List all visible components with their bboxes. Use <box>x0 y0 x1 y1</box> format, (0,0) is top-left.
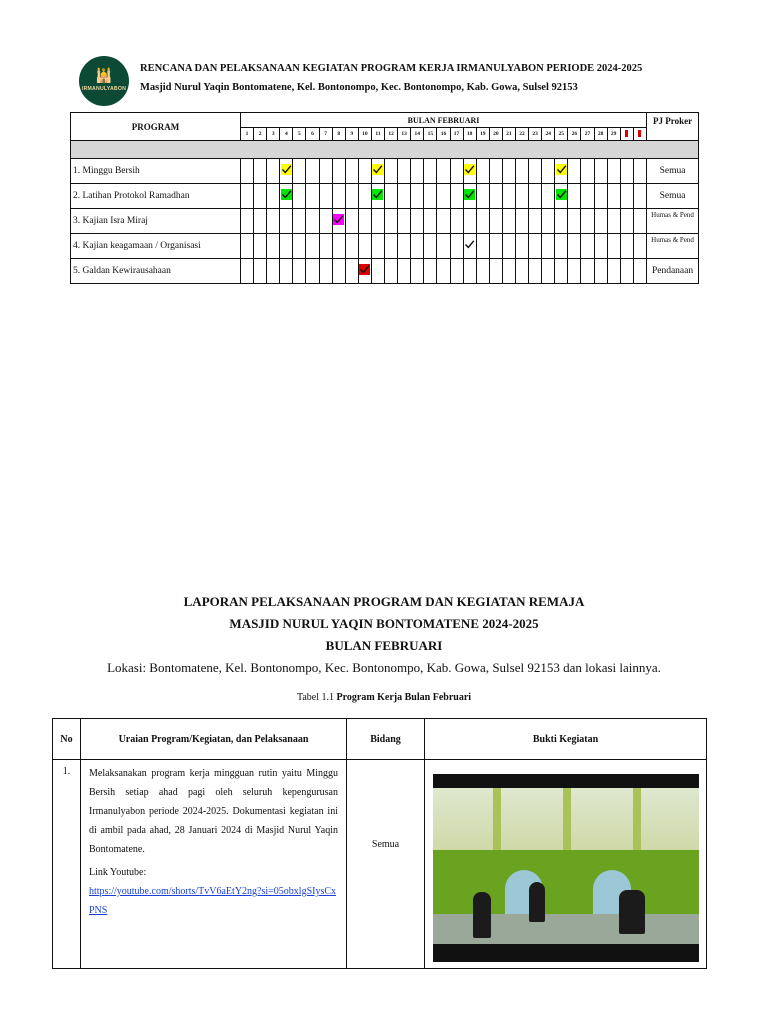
day-cell <box>568 234 581 259</box>
day-cell <box>594 234 607 259</box>
day-cell <box>332 234 345 259</box>
day-cell <box>267 159 280 184</box>
check-icon <box>463 159 476 184</box>
day-cell <box>358 184 371 209</box>
day-header: 14 <box>411 128 424 141</box>
report-month: BULAN FEBRUARI <box>325 638 443 653</box>
day-cell <box>424 259 437 284</box>
day-cell <box>385 184 398 209</box>
program-name: 5. Galdan Kewirausahaan <box>71 259 241 284</box>
plan-title: RENCANA DAN PELAKSANAAN KEGIATAN PROGRAM KERJA IRMANULYABON PERIODE 2024-2025 <box>140 63 643 74</box>
check-icon <box>332 209 345 234</box>
day-cell <box>489 259 502 284</box>
day-cell <box>280 259 293 284</box>
day-cell <box>529 259 542 284</box>
day-header-marker <box>620 128 633 141</box>
day-cell <box>241 234 254 259</box>
table-caption <box>0 692 768 703</box>
day-cell <box>542 184 555 209</box>
day-cell <box>450 209 463 234</box>
day-cell <box>489 159 502 184</box>
day-cell <box>502 209 515 234</box>
day-cell <box>529 234 542 259</box>
check-icon <box>555 184 568 209</box>
day-header: 13 <box>398 128 411 141</box>
day-cell <box>502 159 515 184</box>
day-cell <box>555 209 568 234</box>
table-caption-title: Program Kerja Bulan Februari <box>336 692 472 703</box>
program-row <box>71 234 699 259</box>
day-header: 3 <box>267 128 280 141</box>
activity-photo <box>433 774 699 962</box>
day-cell <box>424 184 437 209</box>
day-cell <box>332 259 345 284</box>
day-cell <box>607 184 620 209</box>
day-cell <box>594 159 607 184</box>
day-cell <box>411 159 424 184</box>
day-cell <box>633 209 646 234</box>
day-cell <box>529 184 542 209</box>
day-cell <box>319 184 332 209</box>
day-cell <box>515 259 528 284</box>
day-header: 10 <box>358 128 371 141</box>
day-cell <box>620 159 633 184</box>
table-caption-prefix: Tabel 1.1 <box>296 692 335 703</box>
day-header: 2 <box>254 128 267 141</box>
column-header-description: Uraian Program/Kegiatan, dan Pelaksanaan <box>81 719 347 760</box>
row-evidence-cell <box>425 760 707 969</box>
pj-value: Pendanaan <box>647 259 699 284</box>
day-cell <box>437 259 450 284</box>
day-cell <box>555 259 568 284</box>
day-cell <box>568 259 581 284</box>
day-header: 23 <box>529 128 542 141</box>
program-header: PROGRAM <box>71 113 241 141</box>
day-header: 19 <box>476 128 489 141</box>
check-icon <box>358 259 371 284</box>
program-name: 4. Kajian keagamaan / Organisasi <box>71 234 241 259</box>
month-header: BULAN FEBRUARI <box>241 113 647 128</box>
day-cell <box>358 159 371 184</box>
day-cell <box>254 234 267 259</box>
day-cell <box>450 234 463 259</box>
day-cell <box>293 184 306 209</box>
day-cell <box>515 184 528 209</box>
day-header: 26 <box>568 128 581 141</box>
day-cell <box>293 209 306 234</box>
day-header: 15 <box>424 128 437 141</box>
pj-value: Humas & Pend <box>647 209 699 234</box>
day-cell <box>424 209 437 234</box>
column-header-field: Bidang <box>347 719 425 760</box>
day-cell <box>345 184 358 209</box>
day-cell <box>476 159 489 184</box>
day-cell <box>620 184 633 209</box>
day-cell <box>398 234 411 259</box>
day-cell <box>489 184 502 209</box>
day-cell <box>633 184 646 209</box>
day-cell <box>594 184 607 209</box>
day-cell <box>398 209 411 234</box>
day-cell <box>633 259 646 284</box>
day-cell <box>542 259 555 284</box>
day-header: 11 <box>371 128 384 141</box>
report-location: Lokasi: Bontomatene, Kel. Bontonompo, Kec. Bontonompo, Kab. Gowa, Sulsel 92153 dan lokasi lainnya. <box>107 660 661 675</box>
day-cell <box>542 159 555 184</box>
day-header: 29 <box>607 128 620 141</box>
logo-text: IRMANULYABON <box>81 86 127 92</box>
program-row <box>71 259 699 284</box>
day-header: 1 <box>241 128 254 141</box>
day-cell <box>633 159 646 184</box>
day-header: 17 <box>450 128 463 141</box>
day-cell <box>241 159 254 184</box>
day-cell <box>345 159 358 184</box>
row-number: 1. <box>53 760 81 969</box>
day-cell <box>267 184 280 209</box>
schedule-table <box>70 112 699 284</box>
day-cell <box>280 234 293 259</box>
day-cell <box>515 234 528 259</box>
day-cell <box>581 184 594 209</box>
day-cell <box>502 259 515 284</box>
day-cell <box>411 259 424 284</box>
day-header: 28 <box>594 128 607 141</box>
day-cell <box>280 209 293 234</box>
day-cell <box>306 234 319 259</box>
check-icon <box>280 159 293 184</box>
day-cell <box>581 209 594 234</box>
day-cell <box>437 234 450 259</box>
day-cell <box>398 259 411 284</box>
program-row <box>71 209 699 234</box>
program-row <box>71 184 699 209</box>
day-cell <box>332 159 345 184</box>
day-cell <box>502 184 515 209</box>
day-cell <box>581 234 594 259</box>
day-cell <box>267 234 280 259</box>
day-cell <box>241 209 254 234</box>
day-cell <box>358 209 371 234</box>
day-cell <box>319 234 332 259</box>
day-cell <box>306 184 319 209</box>
check-icon <box>280 184 293 209</box>
row-description: Melaksanakan program kerja mingguan rutin yaitu Minggu Bersih setiap ahad pagi oleh seluruh kepengurusan Irmanulyabon periode 2024-2025. Dokumentasi kegiatan ini di ambil pada ahad, 28 Januari 2024 di Masjid Nurul Yaqin Bontomatene. <box>89 768 338 855</box>
day-cell <box>529 209 542 234</box>
day-cell <box>358 234 371 259</box>
day-cell <box>385 234 398 259</box>
blank-shaded-row <box>71 141 699 159</box>
day-cell <box>254 209 267 234</box>
day-cell <box>319 159 332 184</box>
day-header: 16 <box>437 128 450 141</box>
day-cell <box>306 159 319 184</box>
day-cell <box>529 159 542 184</box>
day-cell <box>594 259 607 284</box>
day-cell <box>267 259 280 284</box>
day-cell <box>345 234 358 259</box>
day-cell <box>241 184 254 209</box>
day-cell <box>306 209 319 234</box>
day-cell <box>345 259 358 284</box>
day-header: 25 <box>555 128 568 141</box>
day-cell <box>385 159 398 184</box>
day-cell <box>319 209 332 234</box>
day-cell <box>607 209 620 234</box>
day-cell <box>371 259 384 284</box>
day-cell <box>476 184 489 209</box>
day-cell <box>515 209 528 234</box>
day-cell <box>476 209 489 234</box>
day-header: 27 <box>581 128 594 141</box>
day-cell <box>489 234 502 259</box>
day-header: 5 <box>293 128 306 141</box>
day-cell <box>411 184 424 209</box>
check-icon <box>463 234 476 259</box>
day-header: 8 <box>332 128 345 141</box>
day-header: 6 <box>306 128 319 141</box>
day-cell <box>542 234 555 259</box>
day-header: 12 <box>385 128 398 141</box>
day-cell <box>437 184 450 209</box>
day-header: 21 <box>502 128 515 141</box>
pj-value: Semua <box>647 159 699 184</box>
day-cell <box>450 184 463 209</box>
report-subtitle: MASJID NURUL YAQIN BONTOMATENE 2024-2025 <box>229 616 539 631</box>
day-header: 4 <box>280 128 293 141</box>
column-header-evidence: Bukti Kegiatan <box>425 719 707 760</box>
day-header: 24 <box>542 128 555 141</box>
check-icon <box>371 184 384 209</box>
program-name: 3. Kajian Isra Miraj <box>71 209 241 234</box>
day-cell <box>319 259 332 284</box>
day-cell <box>568 184 581 209</box>
day-cell <box>568 209 581 234</box>
day-cell <box>385 259 398 284</box>
row-description-cell <box>81 760 347 969</box>
day-header-marker <box>633 128 646 141</box>
column-header-no: No <box>53 719 81 760</box>
mosque-icon: 🕌 <box>95 69 113 84</box>
day-cell <box>463 259 476 284</box>
day-cell <box>371 234 384 259</box>
day-cell <box>542 209 555 234</box>
day-cell <box>267 209 280 234</box>
day-cell <box>502 234 515 259</box>
day-cell <box>424 159 437 184</box>
day-cell <box>555 234 568 259</box>
check-icon <box>555 159 568 184</box>
day-cell <box>385 209 398 234</box>
day-cell <box>450 159 463 184</box>
day-cell <box>241 259 254 284</box>
day-cell <box>293 234 306 259</box>
day-header: 9 <box>345 128 358 141</box>
day-cell <box>515 159 528 184</box>
day-cell <box>633 234 646 259</box>
row-field: Semua <box>347 760 425 969</box>
day-header: 18 <box>463 128 476 141</box>
day-cell <box>254 259 267 284</box>
organization-logo <box>79 56 129 106</box>
report-title: LAPORAN PELAKSANAAN PROGRAM DAN KEGIATAN REMAJA <box>183 594 585 609</box>
day-cell <box>581 259 594 284</box>
day-cell <box>607 234 620 259</box>
day-cell <box>607 259 620 284</box>
check-icon <box>371 159 384 184</box>
day-header: 22 <box>515 128 528 141</box>
day-cell <box>398 159 411 184</box>
day-cell <box>411 234 424 259</box>
pj-header: PJ Proker <box>647 113 699 141</box>
program-name: 1. Minggu Bersih <box>71 159 241 184</box>
day-cell <box>293 259 306 284</box>
day-cell <box>254 184 267 209</box>
day-cell <box>463 209 476 234</box>
day-cell <box>450 259 463 284</box>
check-icon <box>463 184 476 209</box>
day-cell <box>581 159 594 184</box>
day-cell <box>437 159 450 184</box>
day-cell <box>620 259 633 284</box>
day-cell <box>332 184 345 209</box>
day-cell <box>424 234 437 259</box>
table-row <box>53 760 707 969</box>
day-cell <box>411 209 424 234</box>
day-cell <box>306 259 319 284</box>
day-cell <box>398 184 411 209</box>
day-cell <box>371 209 384 234</box>
day-cell <box>293 159 306 184</box>
day-cell <box>620 209 633 234</box>
program-name: 2. Latihan Protokol Ramadhan <box>71 184 241 209</box>
plan-subtitle: Masjid Nurul Yaqin Bontomatene, Kel. Bontonompo, Kec. Bontonompo, Kab. Gowa, Sulsel 92153 <box>140 82 578 93</box>
program-row <box>71 159 699 184</box>
day-cell <box>437 209 450 234</box>
day-cell <box>607 159 620 184</box>
day-cell <box>345 209 358 234</box>
day-cell <box>476 259 489 284</box>
pj-value: Semua <box>647 184 699 209</box>
link-label: Link Youtube: <box>89 867 147 878</box>
day-cell <box>476 234 489 259</box>
day-cell <box>594 209 607 234</box>
pj-value: Humas & Pend <box>647 234 699 259</box>
day-cell <box>620 234 633 259</box>
youtube-link[interactable]: https://youtube.com/shorts/TvV6aEtY2ng?si=05obxlgSIysCxPNS <box>89 886 337 916</box>
day-cell <box>568 159 581 184</box>
day-cell <box>254 159 267 184</box>
day-header: 20 <box>489 128 502 141</box>
day-cell <box>489 209 502 234</box>
day-header: 7 <box>319 128 332 141</box>
report-table <box>52 718 707 969</box>
